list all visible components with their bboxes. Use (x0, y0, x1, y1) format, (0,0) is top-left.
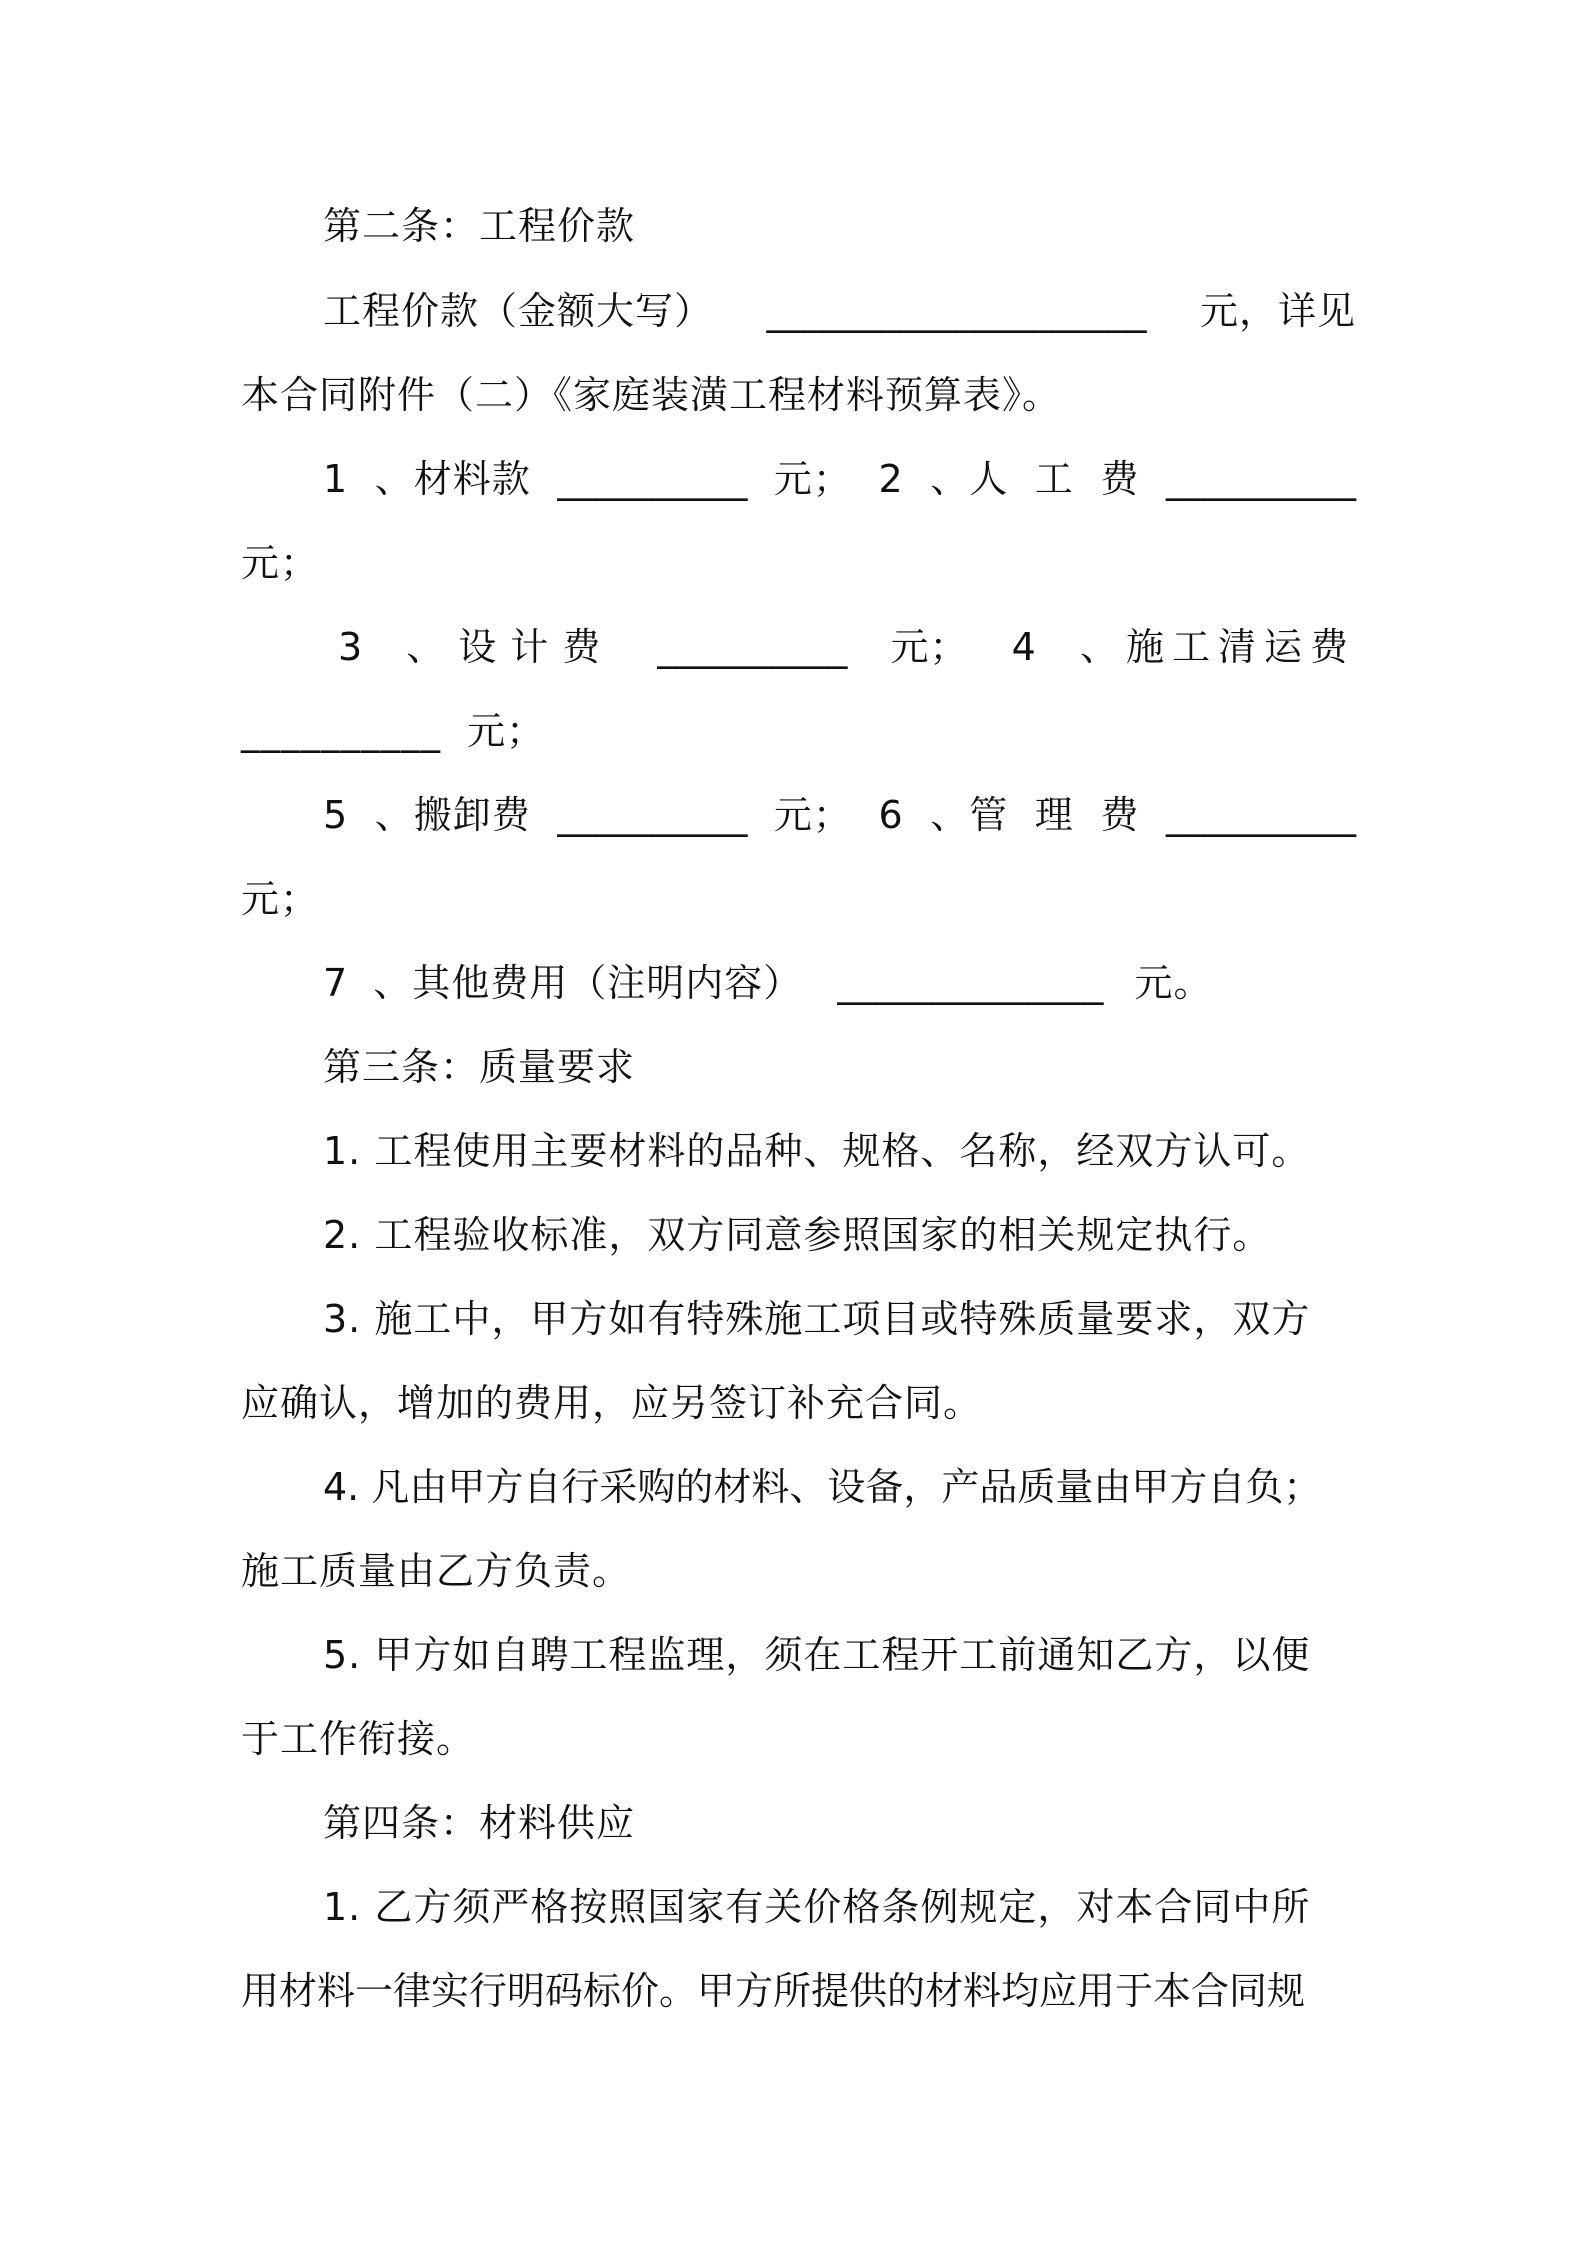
fee-number: 7 (323, 961, 349, 1005)
material-fee-label: 、材料款 (374, 457, 531, 501)
fee-number: 5 (323, 793, 349, 837)
fee-number: 4 (1011, 625, 1037, 669)
handling-fee-blank: __________ (557, 793, 748, 837)
management-fee-blank: __________ (1165, 793, 1356, 837)
quality-item-2: 2. 工程验收标准，双方同意参照国家的相关规定执行。 (323, 1213, 1272, 1257)
article-3-heading: 第三条：质量要求 (323, 1045, 636, 1089)
fee-unit: 元。 (1134, 961, 1213, 1005)
fee-unit: 元； (773, 793, 852, 837)
project-price-unit: 元，详见 (1199, 289, 1356, 333)
fee-line-3 (338, 617, 1356, 677)
other-fee-blank: ______________ (837, 961, 1104, 1005)
quality-item-4-cont: 施工质量由乙方负责。 (241, 1549, 632, 1593)
labor-fee-label: 费 (1100, 457, 1140, 501)
fee-line-1 (323, 449, 1356, 509)
labor-fee-label: 工 (1034, 457, 1074, 501)
quality-item-4: 4. 凡由甲方自行采购的材料、设备，产品质量由甲方自负； (323, 1465, 1322, 1509)
cleanup-fee-label: 、施工清运费 (1079, 625, 1356, 669)
design-fee-label: 、设计费 (406, 625, 615, 669)
fee-unit: 元； (773, 457, 852, 501)
design-fee-blank: __________ (657, 625, 848, 669)
labor-fee-blank: __________ (1165, 457, 1356, 501)
project-price-label: 工程价款（金额大写） (323, 289, 714, 333)
fee-line-7 (323, 953, 1356, 1013)
labor-fee-label: 、人 (930, 457, 1009, 501)
quality-item-5: 5. 甲方如自聘工程监理，须在工程开工前通知乙方，以便 (323, 1633, 1311, 1677)
material-item-1: 1. 乙方须严格按照国家有关价格条例规定，对本合同中所 (323, 1885, 1311, 1929)
project-price-line (323, 281, 1356, 341)
project-price-blank: ____________________ (766, 289, 1147, 333)
material-fee-blank: __________ (557, 457, 748, 501)
fee-number: 3 (338, 625, 364, 669)
material-item-1-cont: 用材料一律实行明码标价。甲方所提供的材料均应用于本合同规 (241, 1969, 1306, 2013)
quality-item-1: 1. 工程使用主要材料的品种、规格、名称，经双方认可。 (323, 1129, 1311, 1173)
article-4-heading: 第四条：材料供应 (323, 1801, 636, 1845)
article-2-heading: 第二条：工程价款 (323, 204, 636, 248)
fee-line-5 (323, 785, 1356, 845)
management-fee-label: 费 (1100, 793, 1140, 837)
project-price-line-cont: 本合同附件（二）《家庭装潢工程材料预算表》。 (241, 373, 1062, 417)
management-fee-label: 、管 (930, 793, 1009, 837)
fee-unit: 元； (890, 625, 969, 669)
quality-item-3-cont: 应确认，增加的费用，应另签订补充合同。 (241, 1381, 983, 1425)
fee-number: 2 (878, 457, 904, 501)
other-fee-label: 、其他费用（注明内容） (373, 961, 803, 1005)
quality-item-3: 3. 施工中，甲方如有特殊施工项目或特殊质量要求，双方 (323, 1297, 1311, 1341)
quality-item-5-cont: 于工作衔接。 (241, 1717, 476, 1761)
fee-number: 1 (323, 457, 349, 501)
fee-number: 6 (878, 793, 904, 837)
fee-line-5-cont: 元； (241, 877, 320, 921)
fee-line-3-cont: __________ 元； (241, 709, 546, 753)
handling-fee-label: 、搬卸费 (374, 793, 531, 837)
fee-line-1-cont: 元； (241, 541, 320, 585)
management-fee-label: 理 (1034, 793, 1074, 837)
